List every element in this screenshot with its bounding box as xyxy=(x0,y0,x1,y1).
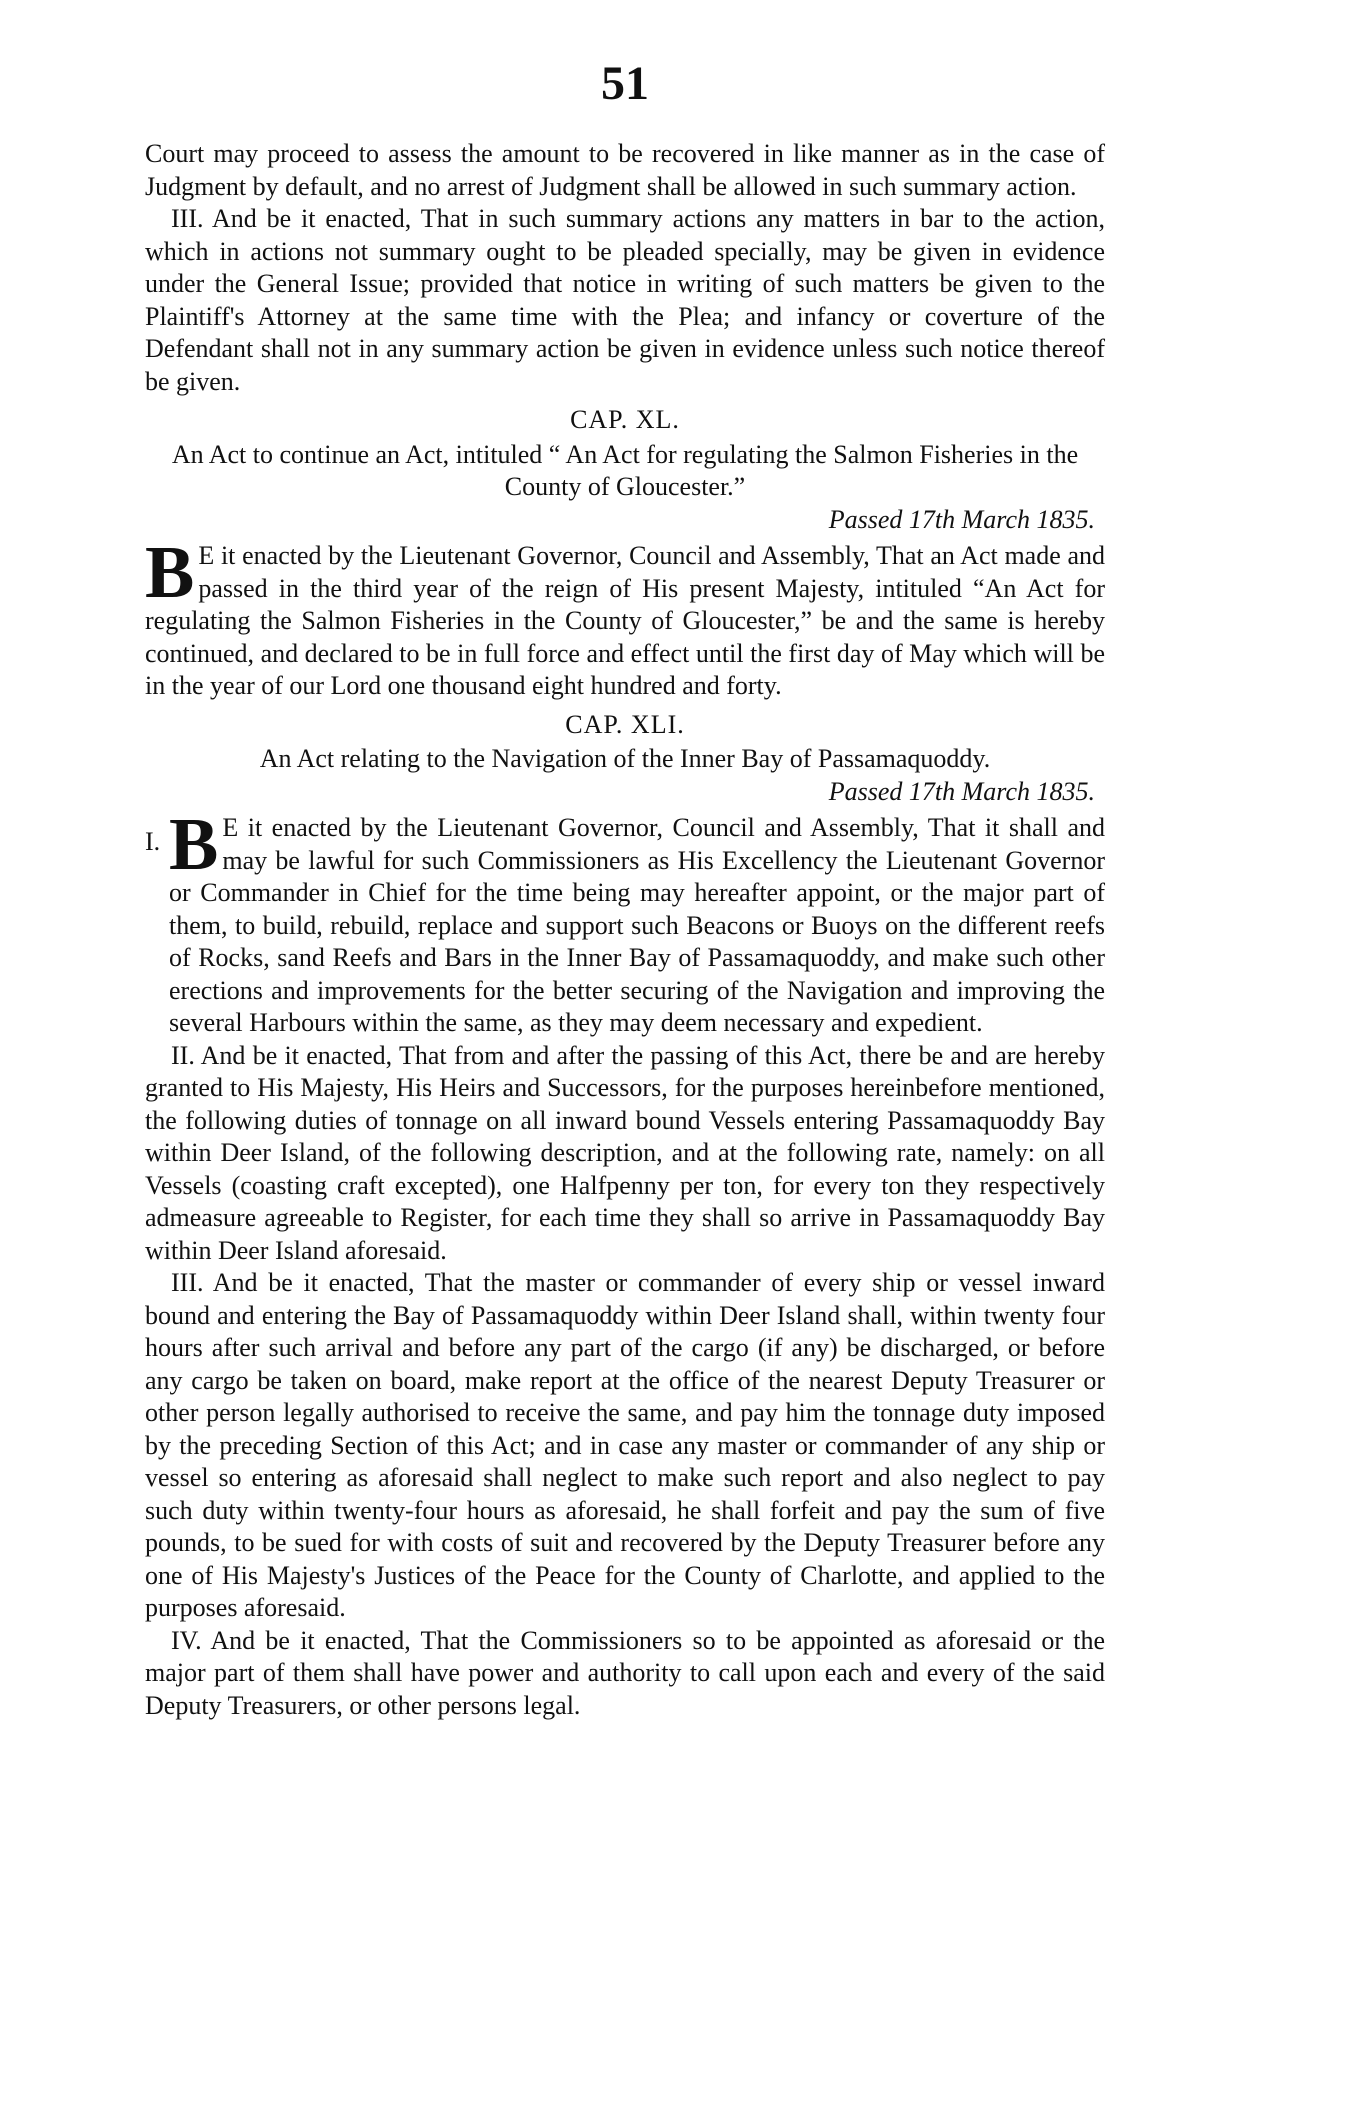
page-number: 51 xyxy=(601,57,649,110)
chapter-heading-xli: CAP. XLI. xyxy=(565,709,685,739)
section-1-text xyxy=(169,804,1105,1040)
drop-cap-letter: B xyxy=(169,804,219,886)
chapter-heading-xl: CAP. XL. xyxy=(570,405,680,434)
paragraph-continuation: Court may proceed to assess the amount to be recovered in like manner as in the case of Judgment by default, and no arrest of Judgment shall be allowed in such summary action. xyxy=(145,139,1105,201)
section-1-body: E it enacted by the Lieutenant Governor, Council and Assembly, That it shall and may be lawful for such Commissioners as His Excellency the Lieutenant Governor or Commander in Chief for the time being may hereafter appoint, or the major part of them, to build, rebuild, replace and support such Beacons or Buoys on the different reefs of Rocks, sand Reefs and Bars in the Inner Bay of Passamaquoddy, and make such other erections and improvements for the better securing of the Navigation and improving the several Harbours within the same, as they may deem necessary and expedient. xyxy=(169,813,1105,1037)
section-1-block xyxy=(145,804,1105,1040)
act-title-xl: An Act to continue an Act, intituled “ An Act for regulating the Salmon Fisheries in the County of Gloucester.” xyxy=(171,439,1079,501)
act-title-xli: An Act relating to the Navigation of the Inner Bay of Passamaquoddy. xyxy=(259,744,991,773)
act-body-xl-text: E it enacted by the Lieutenant Governor, Council and Assembly, That an Act made and passed in the third year of the reign of His present Majesty, intituled “An Act for regulating the Salmon Fisheries in the County of Gloucester,” be and the same is hereby continued, and declared to be in full force and effect until the first day of May which will be in the year of our Lord one thousand eight hundred and forty. xyxy=(145,541,1105,700)
paragraph-section-3: III. And be it enacted, That in such summary actions any matters in bar to the action, which in actions not summary ought to be pleaded specially, may be given in evidence under the General Issue; provided that notice in writing of such matters be given to the Plaintiff's Attorney at the same time with the Plea; and infancy or coverture of the Defendant shall not in any summary action be given in evidence unless such notice thereof be given. xyxy=(145,204,1105,396)
section-4-text: IV. And be it enacted, That the Commissioners so to be appointed as aforesaid or the major part of them shall have power and authority to call upon each and every of the said Deputy Treasurers, or other persons legal. xyxy=(145,1625,1105,1720)
section-3-text: III. And be it enacted, That the master or commander of every ship or vessel inward bound and entering the Bay of Passamaquoddy within Deer Island shall, within twenty four hours after such arrival and before any part of the cargo (if any) be discharged, or before any cargo be taken on board, make report at the office of the nearest Deputy Treasurer or other person legally authorised to receive the same, and pay him the tonnage duty imposed by the preceding Section of this Act; and in case any master or commander of any ship or vessel so entering as aforesaid shall neglect to make such report and also neglect to pay such duty within twenty-four hours as aforesaid, he shall forfeit and pay the sum of five pounds, to be sued for with costs of suit and recovered by the Deputy Treasurer before any one of His Majesty's Justices of the Peace for the County of Charlotte, and applied to the purposes aforesaid. xyxy=(145,1268,1105,1622)
document-page xyxy=(145,57,1105,1722)
section-2-text: II. And be it enacted, That from and after the passing of this Act, there be and are hereby granted to His Majesty, His Heirs and Successors, for the purposes hereinbefore mentioned, the following duties of tonnage on all inward bound Vessels entering Passamaquoddy Bay within Deer Island, of the following description, and at the following rate, namely: on all Vessels (coasting craft excepted), one Halfpenny per ton, for every ton they respectively admeasure agreeable to Register, for each time they shall so arrive in Passamaquoddy Bay within Deer Island aforesaid. xyxy=(145,1040,1105,1265)
passed-date-xli: Passed 17th March 1835. xyxy=(828,776,1095,806)
drop-cap-letter: B xyxy=(145,532,195,614)
passed-date-xl: Passed 17th March 1835. xyxy=(828,504,1095,534)
section-number: I. xyxy=(145,827,161,856)
act-body-xl xyxy=(145,532,1105,703)
